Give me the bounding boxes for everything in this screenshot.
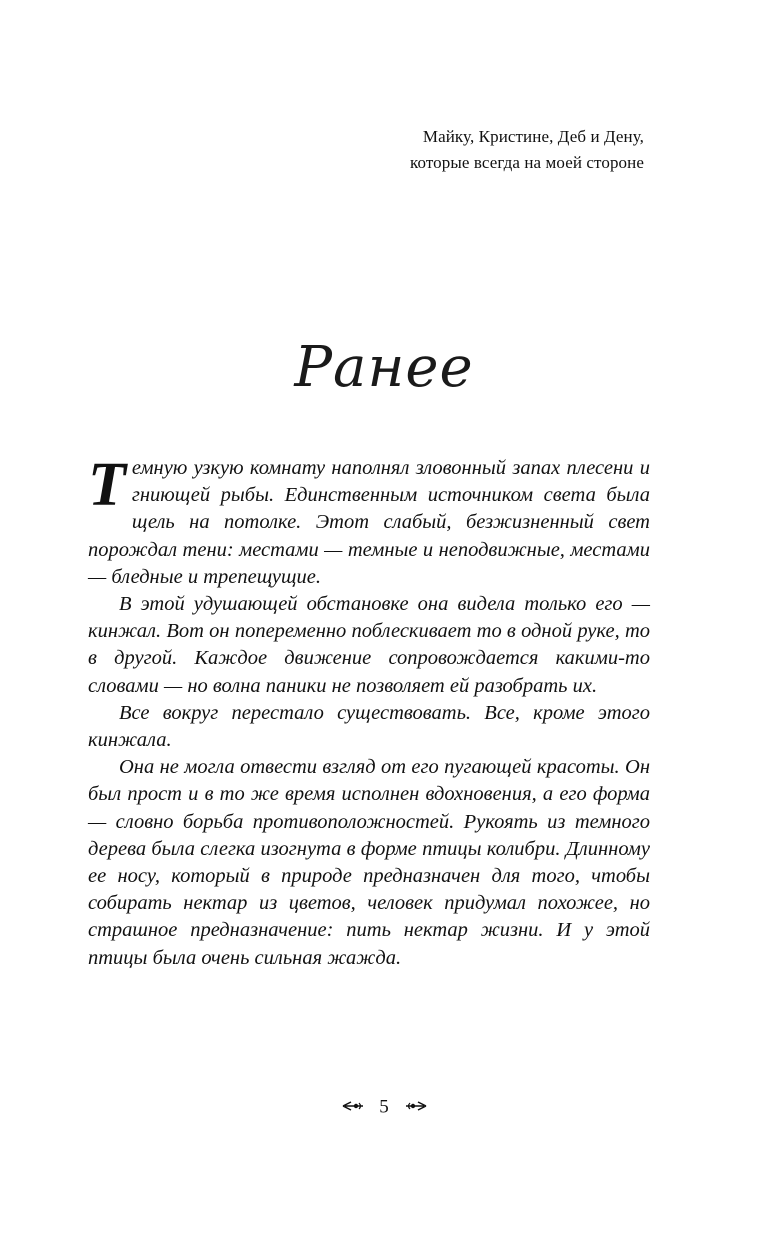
drop-cap: Т <box>88 451 126 519</box>
dedication-line-1: Майку, Кристине, Деб и Дену, <box>422 127 644 146</box>
paragraph-3: Все вокруг перестало существовать. Все, кроме этого кинжала. <box>88 701 650 752</box>
body-text <box>88 451 650 972</box>
chapter-title: Ранее <box>294 335 474 400</box>
paragraph-1 <box>88 451 650 591</box>
dedication-line-2: которые всегда на моей стороне <box>409 153 644 172</box>
page-footer <box>0 1094 768 1121</box>
page-number: 5 <box>379 1096 389 1118</box>
paragraph-4: Она не могла отвести взгляд от его пугающей красоты. Он был прост и в то же время исполнен вдохновения, а его форма — словно борьба противоположностей. Рукоять из темного дерева была слегка изогнута в форме птицы колибри. Длинному ее носу, который в природе предназначен для того, чтобы собирать нектар из цветов, человек придумал похожее, но страшное предназначение: пить нектар жизни. И у этой птицы была очень сильная жажда. <box>88 756 650 969</box>
left-ornament-icon <box>341 1095 365 1121</box>
paragraph-2: В этой удушающей обстановке она видела только его — кинжал. Вот он попеременно поблескивает то в одной руке, то в другой. Каждое движение сопровождается какими-то словами — но волна паники не позволяет ей разобрать их. <box>88 593 650 697</box>
right-ornament-icon <box>404 1095 428 1121</box>
dedication <box>410 124 644 176</box>
paragraph-1-text: емную узкую комнату наполнял зловонный запах плесени и гниющей рыбы. Единственным источником света была щель на потолке. Этот слабый, безжизненный свет порождал тени: местами — темные и неподвижные, местами — бледные и трепещущие. <box>88 457 650 588</box>
